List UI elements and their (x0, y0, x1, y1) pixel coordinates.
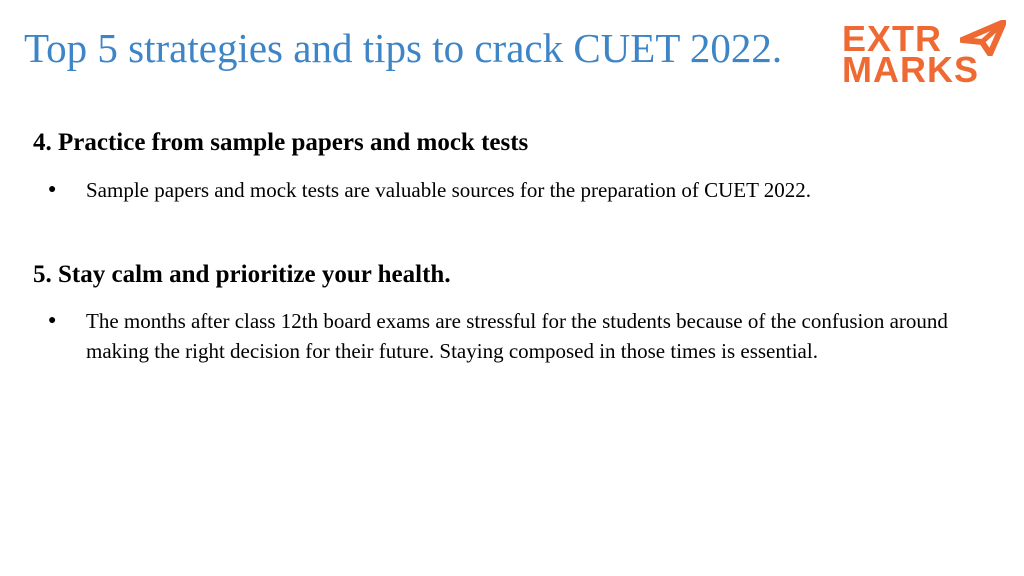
logo-text-line2: MARKS (842, 49, 979, 90)
extramarks-logo (842, 18, 1008, 90)
section-practice (33, 128, 528, 158)
bullet-text: Sample papers and mock tests are valuable sources for the preparation of CUET 2022. (86, 178, 812, 202)
section-heading: 5. Stay calm and prioritize your health. (33, 261, 451, 288)
slide-title: Top 5 strategies and tips to crack CUET 2022. (24, 25, 783, 71)
list-item (48, 175, 986, 205)
list-item (48, 306, 986, 366)
bullet-text: The months after class 12th board exams are stressful for the students because of the confusion around making the right decision for their future. Staying composed in those times is essential. (86, 309, 948, 363)
bullet-icon: ● (48, 182, 57, 197)
bullet-icon: ● (48, 313, 57, 328)
section-heading: 4. Practice from sample papers and mock tests (33, 129, 529, 156)
section-health (33, 260, 451, 290)
logo-text-line1: EXTR (842, 18, 943, 59)
